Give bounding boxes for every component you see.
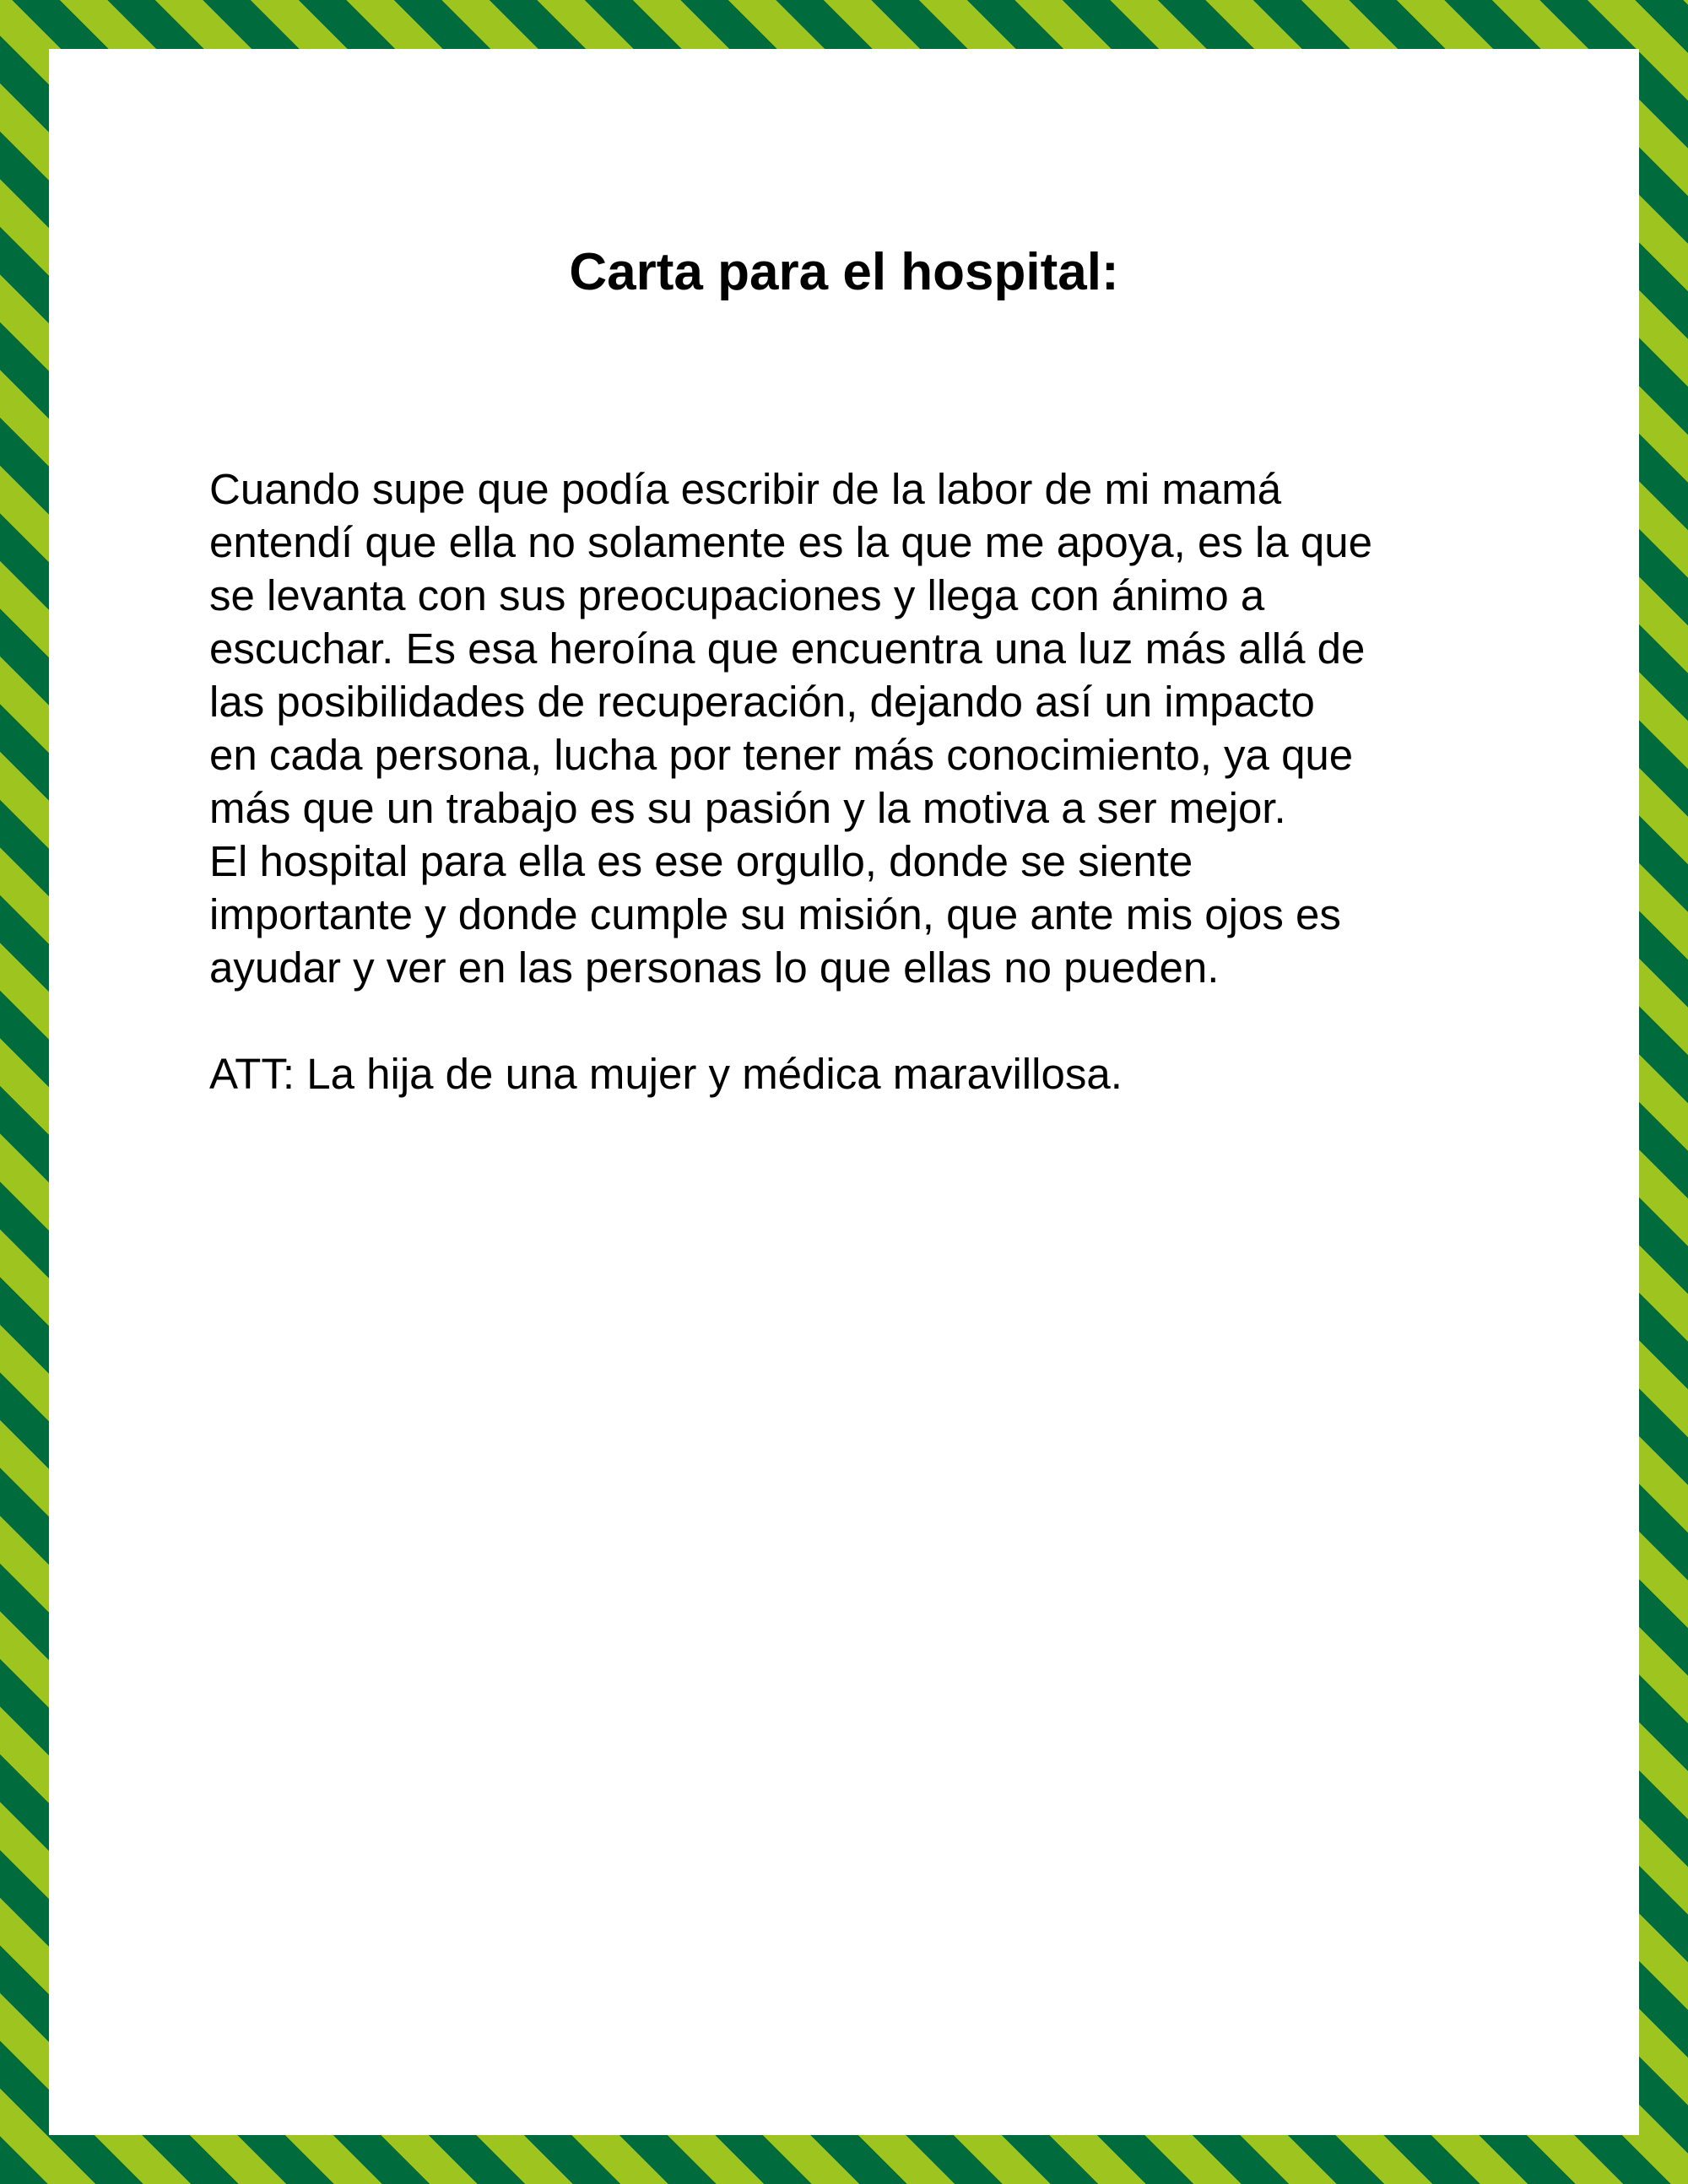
letter-line: entendí que ella no solamente es la que me apoya, es la que (209, 518, 1372, 566)
letter-line: escuchar. Es esa heroína que encuentra una luz más allá de (209, 624, 1366, 673)
letter-line: Cuando supe que podía escribir de la labor de mi mamá (209, 465, 1282, 513)
letter-signature: ATT: La hija de una mujer y médica maravillosa. (209, 1050, 1123, 1098)
letter-line: se levanta con sus preocupaciones y llega con ánimo a (209, 571, 1265, 619)
letter-line: El hospital para ella es ese orgullo, donde se siente (209, 837, 1193, 885)
letter-line: las posibilidades de recuperación, dejando así un impacto (209, 678, 1315, 726)
paragraph-gap (209, 994, 1593, 1047)
letter-title: Carta para el hospital: (569, 243, 1119, 301)
letter-page (49, 49, 1639, 2135)
letter-line: más que un trabajo es su pasión y la motiva a ser mejor. (209, 784, 1286, 832)
letter-line: en cada persona, lucha por tener más conocimiento, ya que (209, 731, 1354, 779)
letter-body (209, 462, 1593, 1100)
letter-line: importante y donde cumple su misión, que ante mis ojos es (209, 890, 1341, 938)
letter-line: ayudar y ver en las personas lo que ellas no pueden. (209, 943, 1220, 992)
